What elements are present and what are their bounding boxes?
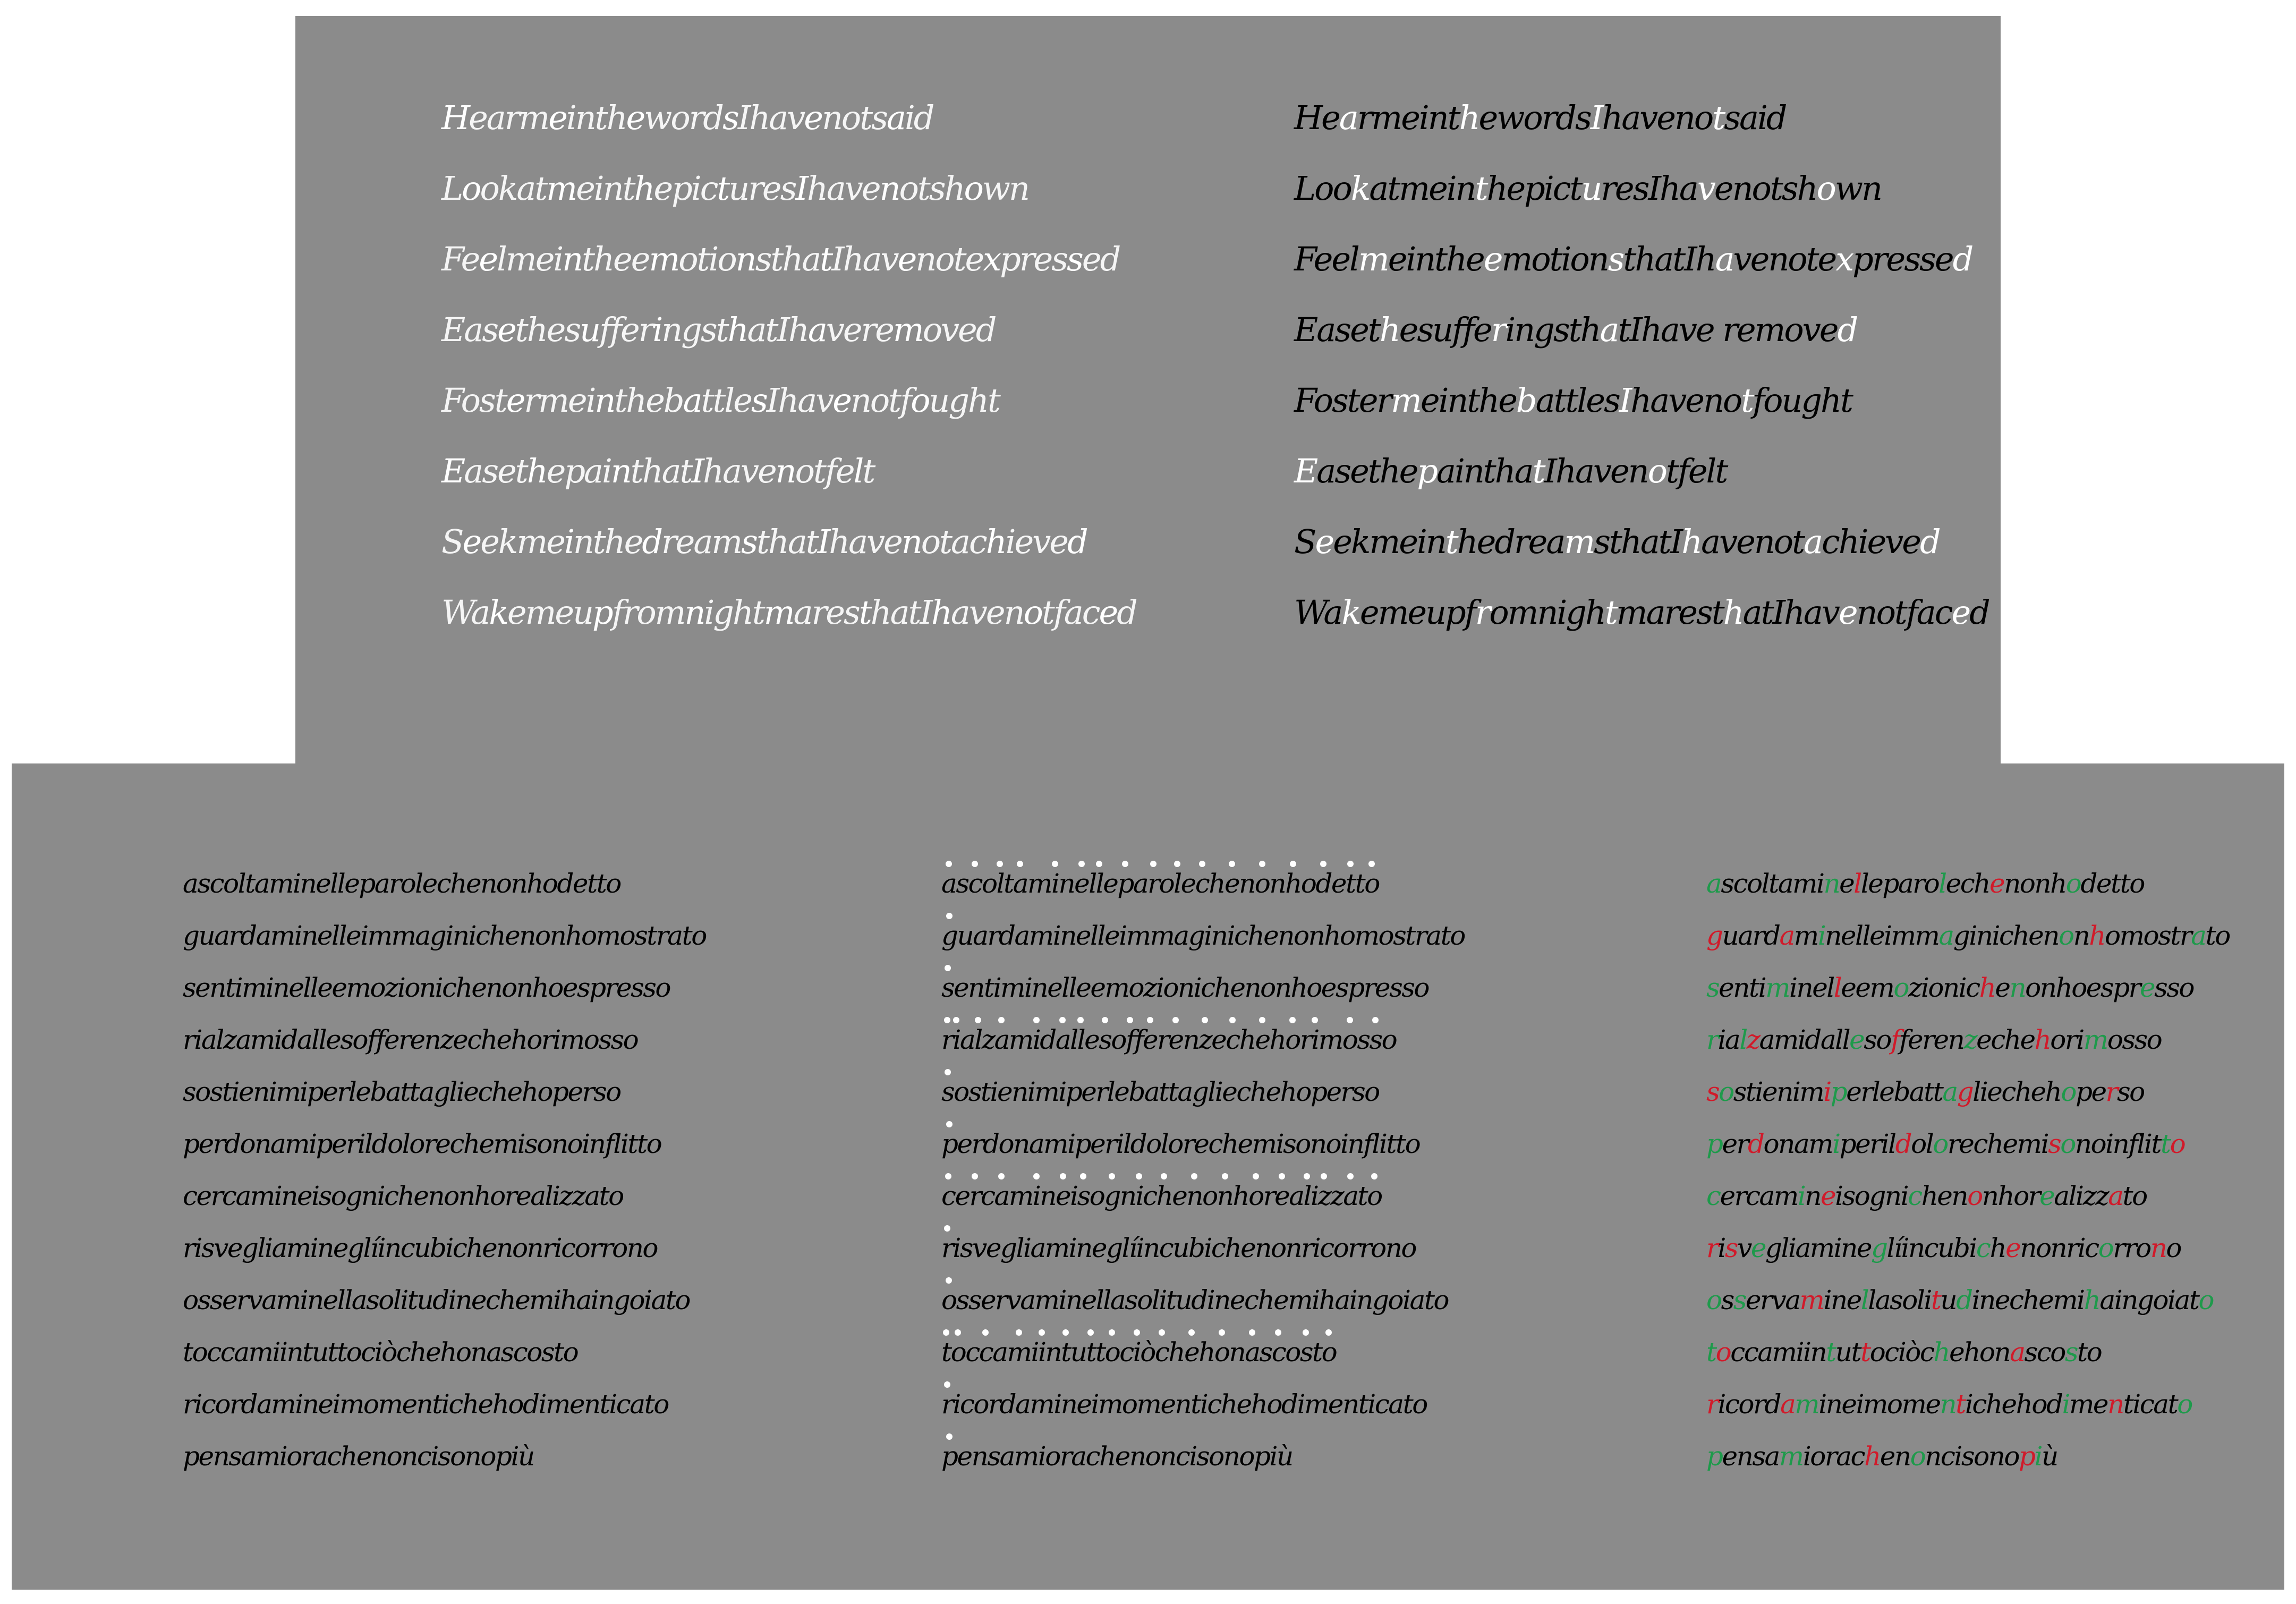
english-line: FostermeinthebattlesIhavenotfought: [1294, 381, 1852, 420]
italian-line: sentiminelleemozionichenonhoespresso: [941, 972, 1429, 1003]
english-line: SeekmeinthedreamsthatIhavenotachieved: [441, 522, 1087, 561]
italian-line: ricordamineimomentichehodimenticato: [183, 1389, 668, 1420]
italian-line: ricordamineimomentichehodimenticato: [941, 1389, 1427, 1420]
english-line: EasethepainthatIhavenotfelt: [441, 452, 874, 490]
italian-line: sentiminelleemozionichenonhoespresso: [183, 972, 670, 1003]
italian-line: osservaminellasolitudinechemihaingoiato: [941, 1285, 1449, 1316]
english-line: EasethepainthatIhavenotfelt: [1294, 452, 1727, 490]
italian-line: rialzamidallesofferenzechehorimosso: [1706, 1024, 2162, 1055]
italian-line: pensamiorachenoncisonopiù: [183, 1441, 534, 1472]
italian-line: pensamiorachenoncisonopiù: [941, 1441, 1292, 1472]
italian-line: osservaminellasolitudinechemihaingoiato: [183, 1285, 690, 1316]
italian-line: perdonamiperildolorechemisonoinflitto: [941, 1128, 1420, 1159]
english-line: FeelmeintheemotionsthatIhavenotexpressed: [441, 240, 1120, 278]
italian-line: toccamiintuttociòchehonascosto: [941, 1337, 1337, 1368]
italian-line: cercamineisognichenonhorealizzato: [941, 1181, 1382, 1211]
english-line: HearmeinthewordsIhavenotsaid: [441, 98, 933, 137]
italian-line: ascoltaminelleparolechenonhodetto: [1706, 868, 2144, 899]
italian-line: rialzamidallesofferenzechehorimosso: [941, 1024, 1397, 1055]
italian-line: sostienimiperlebattagliechehoperso: [183, 1076, 620, 1107]
italian-line: risvegliamineglíincubichenonricorrono: [1706, 1233, 2181, 1263]
english-line: WakemeupfromnightmaresthatIhavenotfaced: [441, 593, 1136, 632]
italian-line: risvegliamineglíincubichenonricorrono: [183, 1233, 658, 1263]
english-line: EasethesufferingsthatIhaveremoved: [441, 310, 996, 349]
bottom-panel: [12, 763, 2284, 1590]
italian-line: perdonamiperildolorechemisonoinflitto: [183, 1128, 661, 1159]
english-line: EasethesufferingsthatIhave removed: [1294, 310, 1857, 349]
italian-line: guardaminelleimmaginichenonhomostrato: [1706, 920, 2230, 951]
italian-line: toccamiintuttociòchehonascosto: [1706, 1337, 2102, 1368]
italian-line: ricordamineimomentichehodimenticato: [1706, 1389, 2192, 1420]
english-line: SeekmeinthedreamsthatIhavenotachieved: [1294, 522, 1940, 561]
italian-line: ascoltaminelleparolechenonhodetto: [183, 868, 620, 899]
english-line: HearmeinthewordsIhavenotsaid: [1294, 98, 1786, 137]
italian-line: rialzamidallesofferenzechehorimosso: [183, 1024, 638, 1055]
english-line: WakemeupfromnightmaresthatIhavenotfaced: [1294, 593, 1989, 632]
english-line: LookatmeinthepicturesIhavenotshown: [1294, 169, 1881, 208]
italian-line: perdonamiperildolorechemisonoinflitto: [1706, 1128, 2185, 1159]
english-line: FostermeinthebattlesIhavenotfought: [441, 381, 999, 420]
italian-line: ascoltaminelleparolechenonhodetto: [941, 868, 1379, 899]
english-line: FeelmeintheemotionsthatIhavenotexpressed: [1294, 240, 1972, 278]
italian-line: guardaminelleimmaginichenonhomostrato: [941, 920, 1465, 951]
italian-line: cercamineisognichenonhorealizzato: [1706, 1181, 2147, 1211]
italian-line: cercamineisognichenonhorealizzato: [183, 1181, 623, 1211]
italian-line: toccamiintuttociòchehonascosto: [183, 1337, 578, 1368]
italian-line: sostienimiperlebattagliechehoperso: [1706, 1076, 2144, 1107]
english-line: LookatmeinthepicturesIhavenotshown: [441, 169, 1028, 208]
italian-line: osservaminellasolitudinechemihaingoiato: [1706, 1285, 2214, 1316]
top-panel: [295, 16, 2001, 770]
italian-line: risvegliamineglíincubichenonricorrono: [941, 1233, 1416, 1263]
italian-line: sentiminelleemozionichenonhoespresso: [1706, 972, 2194, 1003]
italian-line: sostienimiperlebattagliechehoperso: [941, 1076, 1379, 1107]
italian-line: pensamiorachenoncisonopiù: [1706, 1441, 2057, 1472]
italian-line: guardaminelleimmaginichenonhomostrato: [183, 920, 706, 951]
